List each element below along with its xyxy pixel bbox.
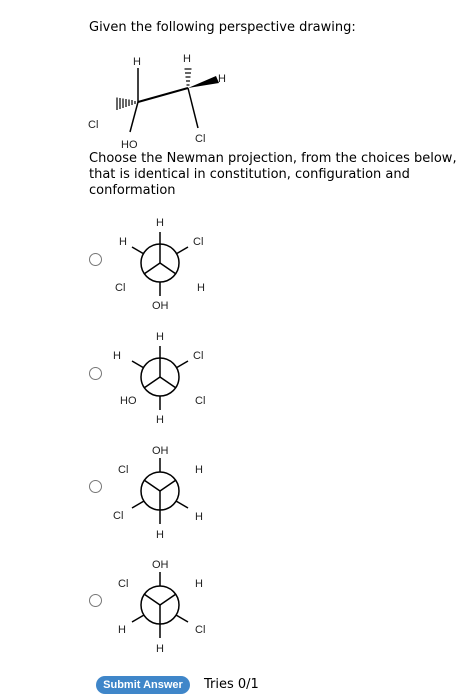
front-right-label: H [197, 282, 205, 294]
back-bottom-label: OH [152, 300, 169, 312]
question-text: Choose the Newman projection, from the choices below, that is identical in constitution, configuration and conformation [89, 151, 457, 198]
back-left-label: H [119, 236, 127, 248]
front-bottom-label: H [156, 529, 164, 541]
back-bottom-label: HO [121, 139, 138, 150]
front-bottom-label: H [156, 643, 164, 655]
back-left-label: Cl [118, 464, 129, 476]
back-right-label: H [195, 578, 203, 590]
front-left-label: H [118, 624, 126, 636]
option-4-newman [105, 554, 220, 669]
submit-answer-button[interactable]: Submit Answer [96, 676, 190, 694]
front-right-label: Cl [195, 395, 206, 407]
front-right-label: H [218, 73, 226, 85]
back-top-label: OH [152, 559, 169, 571]
back-bottom-bond [130, 102, 138, 132]
option-3-radio[interactable] [89, 480, 102, 493]
front-top-hash [185, 69, 192, 85]
cc-bond [138, 88, 188, 102]
back-right-label: H [195, 464, 203, 476]
back-left-label: Cl [118, 578, 129, 590]
back-right-label: Cl [193, 350, 204, 362]
front-right-label: Cl [195, 624, 206, 636]
back-left-label: H [113, 350, 121, 362]
option-1-newman [105, 212, 220, 327]
back-left-hash [117, 98, 135, 111]
perspective-drawing [80, 50, 260, 150]
front-top-label: H [156, 217, 164, 229]
tries-counter: Tries 0/1 [204, 677, 259, 692]
front-bottom-label: Cl [195, 133, 206, 145]
front-left-label: Cl [115, 282, 126, 294]
prompt-text: Given the following perspective drawing: [89, 20, 356, 35]
option-3-newman [105, 440, 220, 555]
option-2-radio[interactable] [89, 367, 102, 380]
back-bottom-label: H [156, 414, 164, 426]
front-right-label: H [195, 511, 203, 523]
option-2-newman [105, 326, 220, 441]
front-right-wedge [188, 76, 219, 88]
back-right-label: Cl [193, 236, 204, 248]
option-4-radio[interactable] [89, 594, 102, 607]
front-top-label: H [183, 53, 191, 65]
back-left-label: Cl [88, 119, 99, 131]
front-top-label: H [156, 331, 164, 343]
back-top-label: OH [152, 445, 169, 457]
option-1-radio[interactable] [89, 253, 102, 266]
back-top-label: H [133, 56, 141, 68]
front-left-label: Cl [113, 510, 124, 522]
front-left-label: HO [120, 395, 137, 407]
front-bottom-bond [188, 88, 198, 128]
